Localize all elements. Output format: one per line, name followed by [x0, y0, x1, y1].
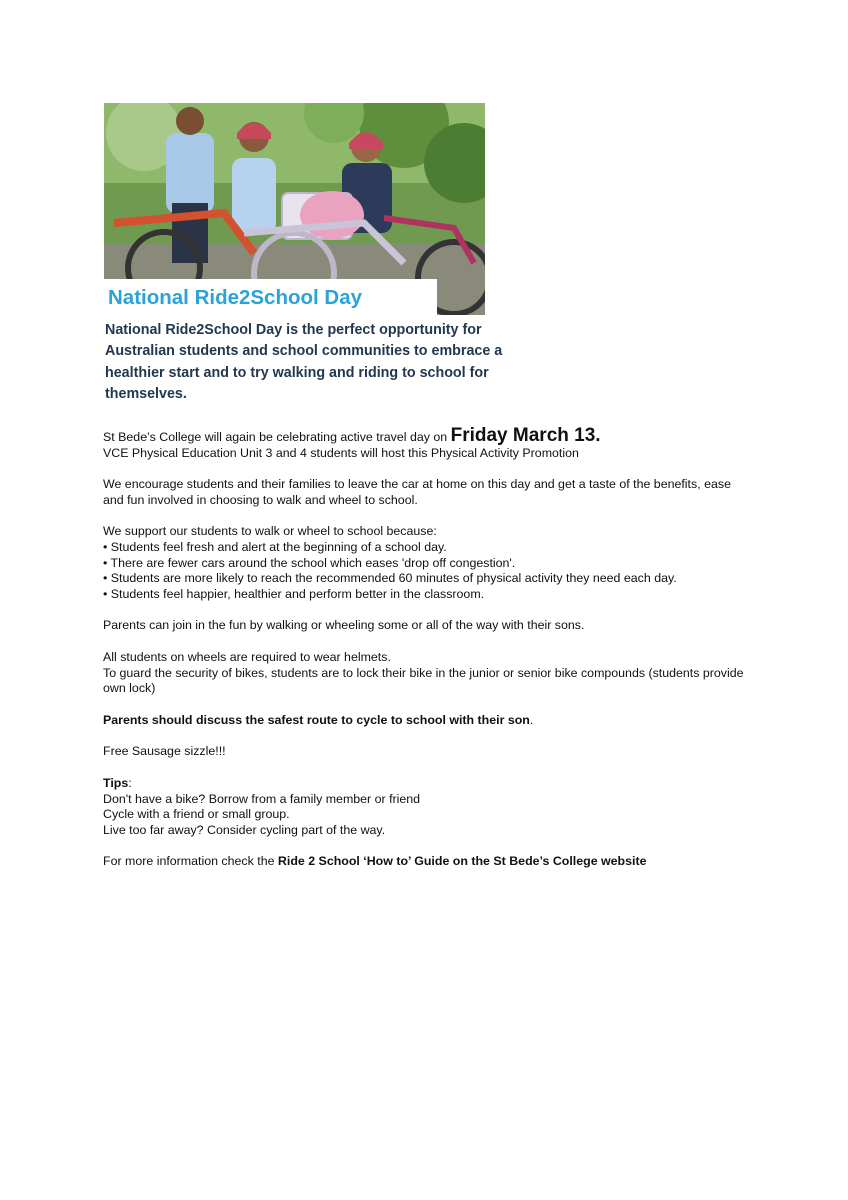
tips-colon: : [128, 775, 132, 790]
support-item: • Students are more likely to reach the recommended 60 minutes of physical activity they need each day. [103, 571, 677, 586]
support-intro: We support our students to walk or wheel to school because: [103, 524, 437, 539]
safe-route-text: Parents should discuss the safest route to cycle to school with their son [103, 712, 530, 727]
event-date: Friday March 13. [450, 425, 601, 446]
tip-item: Don't have a bike? Borrow from a family member or friend [103, 791, 421, 806]
more-info-line [103, 854, 753, 870]
more-info-text: For more information check the [103, 854, 278, 869]
tip-item: Live too far away? Consider cycling part of the way. [103, 822, 386, 837]
tips-heading [103, 776, 753, 792]
support-item: • Students feel happier, healthier and perform better in the classroom. [103, 586, 485, 601]
how-to-guide-link: Ride 2 School ‘How to’ Guide on the St Bede’s College website [277, 854, 647, 869]
support-item: • Students feel fresh and alert at the beginning of a school day. [103, 539, 447, 554]
safe-route-period: . [529, 712, 534, 727]
tip-item: Cycle with a friend or small group. [103, 807, 290, 822]
sausage-sizzle-line: Free Sausage sizzle!!! [103, 744, 226, 759]
safe-route-line [103, 713, 753, 729]
bike-security-line: To guard the security of bikes, students are to lock their bike in the junior or senior bike compounds (students provide own lock) [103, 665, 744, 696]
vce-host-line: VCE Physical Education Unit 3 and 4 students will host this Physical Activity Promotion [103, 445, 579, 460]
tips-label: Tips [103, 775, 129, 790]
active-travel-day-line [103, 425, 753, 446]
ride2school-banner [104, 103, 485, 315]
banner-intro-text: National Ride2School Day is the perfect opportunity for Australian students and school communities to embrace a healthier start and to try walking and riding to school for themselves. [105, 322, 503, 402]
helmets-line: All students on wheels are required to wear helmets. [103, 649, 391, 664]
parents-fun-paragraph: Parents can join in the fun by walking or wheeling some or all of the way with their sons. [103, 618, 585, 633]
article-body [103, 425, 753, 870]
encourage-paragraph: We encourage students and their families to leave the car at home on this day and get a taste of the benefits, ease and fun involved in choosing to walk and wheel to school. [103, 477, 731, 507]
support-item: • There are fewer cars around the school which eases 'drop off congestion'. [103, 555, 516, 570]
banner-title: National Ride2School Day [104, 279, 437, 315]
active-travel-day-text: St Bede’s College will again be celebrating active travel day on [103, 430, 451, 444]
